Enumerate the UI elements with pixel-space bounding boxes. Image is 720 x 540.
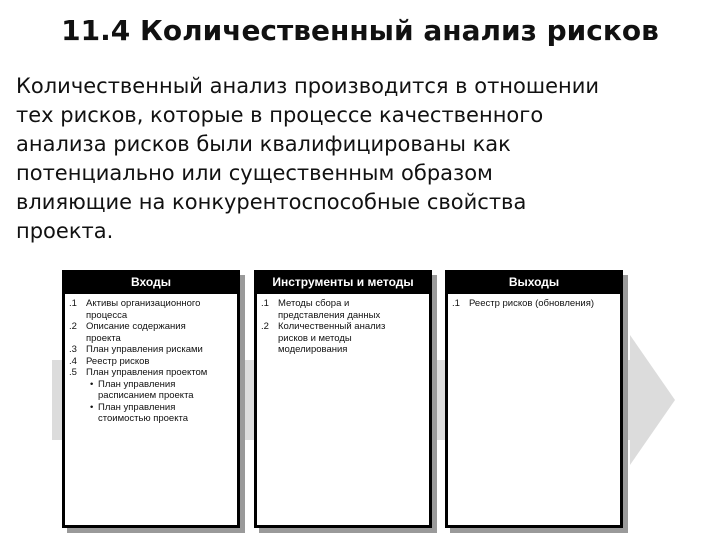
item-text xyxy=(86,298,233,321)
arrow-head-icon xyxy=(630,335,675,465)
item-line: моделирования xyxy=(278,344,348,355)
item-line: представления данных xyxy=(278,309,381,321)
tools-list xyxy=(257,294,429,525)
description-line: Количественный анализ производится в отношении xyxy=(16,74,600,98)
item-line: стоимостью проекта xyxy=(98,413,188,424)
item-line: проекта xyxy=(86,332,121,344)
list-item xyxy=(69,344,233,356)
item-line: Реестр рисков xyxy=(86,355,150,367)
item-text xyxy=(278,321,425,356)
item-line: Количественный анализ xyxy=(278,321,386,332)
bullet-icon: • xyxy=(90,378,94,390)
list-item xyxy=(69,367,233,379)
item-number: .1 xyxy=(69,298,77,309)
item-text xyxy=(86,356,233,368)
item-text xyxy=(86,321,233,344)
sub-item-text xyxy=(98,402,233,425)
item-number: .1 xyxy=(261,298,269,309)
inputs-list xyxy=(65,294,237,525)
outputs-list xyxy=(448,294,620,525)
item-line: Методы сбора и xyxy=(278,298,350,309)
item-text xyxy=(86,367,233,379)
item-number: .2 xyxy=(261,321,269,332)
page-title: 11.4 Количественный анализ рисков xyxy=(61,14,659,47)
item-text xyxy=(278,298,425,321)
item-line: План управления xyxy=(98,378,176,390)
item-line: План управления xyxy=(98,401,176,413)
list-item xyxy=(261,321,425,356)
list-item xyxy=(452,298,616,310)
item-number: .5 xyxy=(69,367,77,378)
item-line: Активы организационного xyxy=(86,298,201,309)
list-item xyxy=(69,321,233,344)
item-line: Реестр рисков (обновления) xyxy=(469,298,595,309)
item-text xyxy=(469,298,616,310)
tools-header: Инструменты и методы xyxy=(272,275,414,289)
sub-item xyxy=(69,402,233,425)
item-number: .1 xyxy=(452,298,460,309)
description-line: влияющие на конкурентоспособные свойства xyxy=(16,190,527,214)
inputs-column xyxy=(62,270,240,528)
sub-item-text xyxy=(98,379,233,402)
item-number: .3 xyxy=(69,344,77,355)
item-number: .2 xyxy=(69,321,77,332)
description-line: тех рисков, которые в процессе качественного xyxy=(16,103,544,127)
description-line: анализа рисков были квалифицированы как xyxy=(16,132,511,156)
item-line: расписанием проекта xyxy=(98,390,194,401)
item-text xyxy=(86,344,233,356)
bullet-icon: • xyxy=(90,401,94,413)
tools-column xyxy=(254,270,432,528)
sub-item xyxy=(69,379,233,402)
description xyxy=(16,72,706,246)
list-item xyxy=(69,298,233,321)
outputs-column xyxy=(445,270,623,528)
item-line: Описание содержания xyxy=(86,321,186,332)
item-line: План управления проектом xyxy=(86,367,208,378)
inputs-header: Входы xyxy=(131,275,171,289)
description-line: потенциально или существенным образом xyxy=(16,161,493,185)
list-item xyxy=(69,356,233,368)
description-line: проекта. xyxy=(16,219,114,243)
item-line: План управления рисками xyxy=(86,344,203,355)
item-line: процесса xyxy=(86,309,128,321)
outputs-header: Выходы xyxy=(508,275,560,289)
list-item xyxy=(261,298,425,321)
item-number: .4 xyxy=(69,355,77,367)
item-line: рисков и методы xyxy=(278,332,352,344)
